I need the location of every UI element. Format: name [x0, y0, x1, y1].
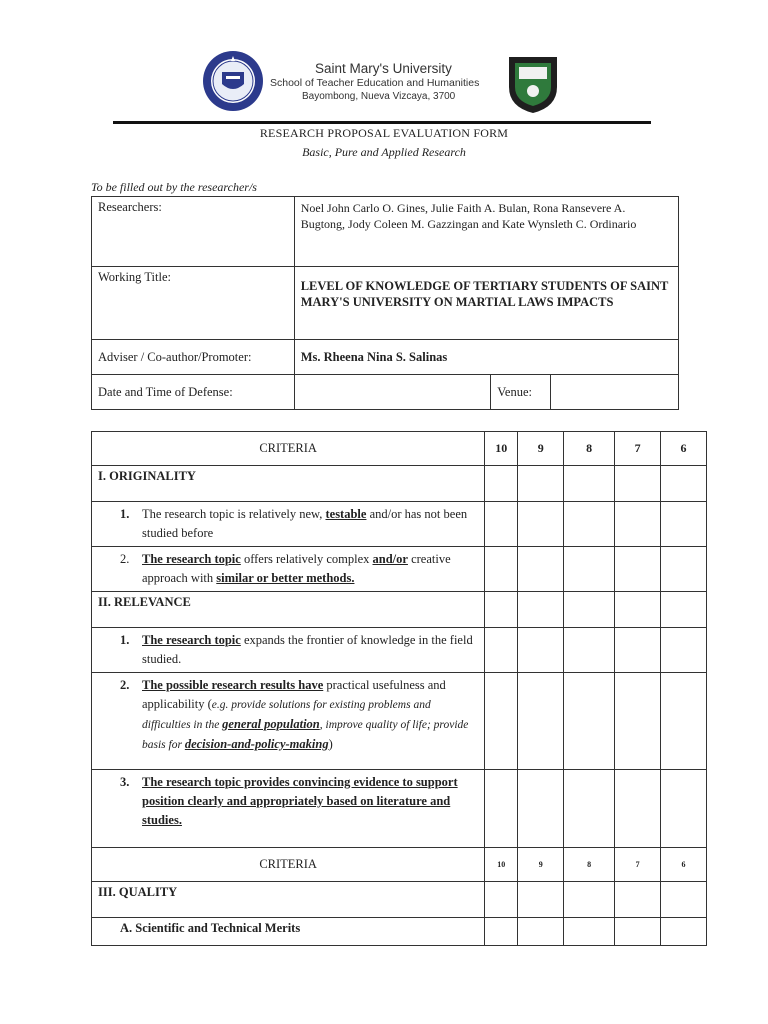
- subsection-row: [92, 918, 707, 946]
- adviser-label: Adviser / Co-author/Promoter:: [92, 340, 295, 375]
- criterion-text: The research topic provides convincing evidence to support position clearly and appropriately based on literature and studies.: [142, 775, 458, 827]
- score-cell[interactable]: [564, 592, 615, 628]
- score-cell[interactable]: [661, 673, 707, 770]
- score-cell[interactable]: [661, 770, 707, 848]
- score-header-10: 10: [485, 848, 518, 882]
- score-cell[interactable]: [615, 673, 661, 770]
- score-header-7: 7: [615, 848, 661, 882]
- criterion-row: [92, 628, 707, 673]
- criterion-number: 2.: [120, 552, 130, 566]
- university-name: Saint Mary's University: [315, 61, 452, 76]
- score-cell[interactable]: [485, 918, 518, 946]
- score-cell[interactable]: [485, 466, 518, 502]
- score-cell[interactable]: [615, 770, 661, 848]
- score-cell[interactable]: [615, 547, 661, 592]
- score-cell[interactable]: [518, 547, 564, 592]
- score-cell[interactable]: [615, 466, 661, 502]
- score-cell[interactable]: [485, 673, 518, 770]
- score-cell[interactable]: [564, 770, 615, 848]
- score-cell[interactable]: [661, 502, 707, 547]
- section-row: [92, 882, 707, 918]
- researchers-value[interactable]: Noel John Carlo O. Gines, Julie Faith A. Bulan, Rona Ransevere A. Bugtong, Jody Coleen M. Gazzingan and Kate Wynsleth C. Ordinario: [294, 197, 678, 267]
- working-title-value[interactable]: LEVEL OF KNOWLEDGE OF TERTIARY STUDENTS OF SAINT MARY'S UNIVERSITY ON MARTIAL LAWS IMPACTS: [294, 267, 678, 340]
- score-cell[interactable]: [485, 502, 518, 547]
- criterion-number: 2.: [120, 678, 130, 692]
- criterion-row: [92, 547, 707, 592]
- score-cell[interactable]: [564, 502, 615, 547]
- criterion-text: The research topic expands the frontier of knowledge in the field studied.: [142, 633, 473, 666]
- subsection-scientific-merits: A. Scientific and Technical Merits: [92, 918, 485, 946]
- score-cell[interactable]: [564, 882, 615, 918]
- university-block: [270, 60, 479, 103]
- criterion-row: [92, 502, 707, 547]
- score-cell[interactable]: [615, 918, 661, 946]
- instruction-note: To be filled out by the researcher/s: [91, 180, 257, 194]
- form-subtitle: Basic, Pure and Applied Research: [302, 145, 466, 159]
- school-shield-icon: [505, 53, 561, 115]
- researcher-info-table: [91, 196, 679, 410]
- researchers-label: Researchers:: [92, 197, 295, 267]
- score-cell[interactable]: [485, 547, 518, 592]
- score-cell[interactable]: [518, 466, 564, 502]
- defense-value[interactable]: [294, 375, 491, 410]
- score-cell[interactable]: [485, 882, 518, 918]
- score-cell[interactable]: [661, 466, 707, 502]
- score-cell[interactable]: [518, 502, 564, 547]
- criterion-originality-2: [92, 547, 485, 592]
- score-cell[interactable]: [615, 882, 661, 918]
- score-cell[interactable]: [615, 502, 661, 547]
- defense-label: Date and Time of Defense:: [92, 375, 295, 410]
- section-originality: I. ORIGINALITY: [92, 466, 485, 502]
- section-quality: III. QUALITY: [92, 882, 485, 918]
- score-cell[interactable]: [518, 628, 564, 673]
- working-title-label: Working Title:: [92, 267, 295, 340]
- criterion-number: 1.: [120, 633, 130, 647]
- score-header-6: 6: [661, 432, 707, 466]
- score-header-9: 9: [518, 432, 564, 466]
- school-name: School of Teacher Education and Humanities: [270, 77, 480, 89]
- document-header: [0, 0, 768, 122]
- score-cell[interactable]: [661, 882, 707, 918]
- criterion-relevance-3: [92, 770, 485, 848]
- score-cell[interactable]: [564, 673, 615, 770]
- score-header-9: 9: [518, 848, 564, 882]
- section-row: [92, 592, 707, 628]
- adviser-value[interactable]: Ms. Rheena Nina S. Salinas: [294, 340, 678, 375]
- score-cell[interactable]: [518, 673, 564, 770]
- score-cell[interactable]: [615, 628, 661, 673]
- score-cell[interactable]: [661, 628, 707, 673]
- criteria-header-row-2: [92, 848, 707, 882]
- score-cell[interactable]: [518, 882, 564, 918]
- criteria-header-2: CRITERIA: [92, 848, 485, 882]
- title-row: [92, 267, 679, 340]
- score-cell[interactable]: [615, 592, 661, 628]
- researchers-row: [92, 197, 679, 267]
- criterion-originality-1: [92, 502, 485, 547]
- score-header-8: 8: [564, 432, 615, 466]
- score-cell[interactable]: [564, 628, 615, 673]
- criterion-text: The research topic offers relatively complex and/or creative approach with similar or better methods.: [142, 552, 451, 585]
- university-seal-icon: [202, 50, 264, 112]
- header-rule: [113, 121, 651, 124]
- score-cell[interactable]: [564, 547, 615, 592]
- adviser-row: [92, 340, 679, 375]
- section-row: [92, 466, 707, 502]
- score-header-6: 6: [661, 848, 707, 882]
- score-header-8: 8: [564, 848, 615, 882]
- section-relevance: II. RELEVANCE: [92, 592, 485, 628]
- defense-row: [92, 375, 679, 410]
- criterion-number: 3.: [120, 775, 130, 789]
- score-cell[interactable]: [518, 918, 564, 946]
- score-cell[interactable]: [518, 592, 564, 628]
- score-cell[interactable]: [485, 592, 518, 628]
- score-cell[interactable]: [661, 547, 707, 592]
- form-title: RESEARCH PROPOSAL EVALUATION FORM: [259, 126, 509, 140]
- criterion-number: 1.: [120, 507, 130, 521]
- score-header-7: 7: [615, 432, 661, 466]
- criterion-row: [92, 673, 707, 770]
- venue-value[interactable]: [551, 375, 679, 410]
- criterion-text: The research topic is relatively new, testable and/or has not been studied before: [142, 507, 468, 540]
- score-cell[interactable]: [661, 592, 707, 628]
- criterion-text: The possible research results have practical usefulness and applicability (e.g. provide solutions for existing problems and difficulties in the general population, improve quality of life; provide basis for decision-and-policy-making): [142, 678, 469, 751]
- score-cell[interactable]: [518, 770, 564, 848]
- criteria-header-row: [92, 432, 707, 466]
- criterion-relevance-1: [92, 628, 485, 673]
- score-cell[interactable]: [485, 770, 518, 848]
- criterion-row: [92, 770, 707, 848]
- score-cell[interactable]: [564, 918, 615, 946]
- venue-label: Venue:: [491, 375, 551, 410]
- score-cell[interactable]: [564, 466, 615, 502]
- score-cell[interactable]: [485, 628, 518, 673]
- score-cell[interactable]: [661, 918, 707, 946]
- university-address: Bayombong, Nueva Vizcaya, 3700: [302, 91, 456, 102]
- score-header-10: 10: [485, 432, 518, 466]
- criteria-table: [91, 431, 707, 946]
- criteria-header: CRITERIA: [92, 432, 485, 466]
- criterion-relevance-2: [92, 673, 485, 770]
